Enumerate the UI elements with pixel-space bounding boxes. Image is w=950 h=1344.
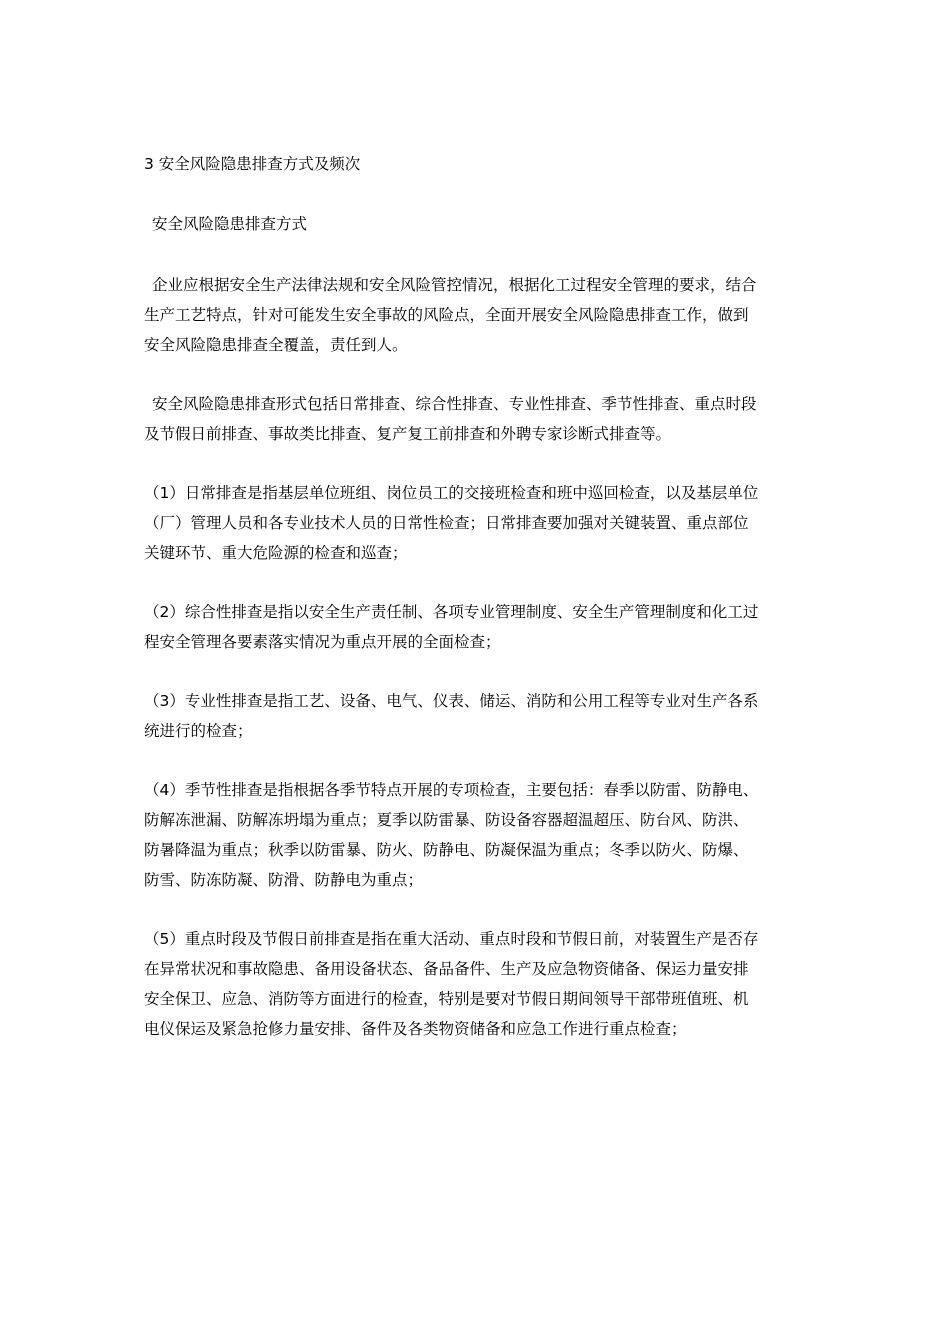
paragraph-item-1 [144,478,812,568]
paragraph-line: 安全保卫、应急、消防等方面进行的检查，特别是要对节假日期间领导干部带班值班、机 [144,990,749,1008]
paragraph-line: 统进行的检查； [144,722,253,740]
paragraph-line: （2）综合性排查是指以安全生产责任制、各项专业管理制度、安全生产管理制度和化工过 [144,603,759,621]
paragraph-line: 企业应根据安全生产法律法规和安全风险管控情况，根据化工过程安全管理的要求，结合 [152,276,757,294]
paragraph-line: （4）季节性排查是指根据各季节特点开展的专项检查，主要包括：春季以防雷、防静电、 [144,781,759,799]
paragraph-item-4 [144,775,812,895]
subsection-heading: 安全风险隐患排查方式 [152,215,308,233]
paragraph-line: 生产工艺特点，针对可能发生安全事故的风险点，全面开展安全风险隐患排查工作，做到 [144,306,749,324]
paragraph-line: 安全风险隐患排查形式包括日常排查、综合性排查、专业性排查、季节性排查、重点时段 [152,395,757,413]
paragraph-item-2 [144,597,812,657]
paragraph-line: 防雪、防冻防凝、防滑、防静电为重点； [144,871,424,889]
paragraph-line: 关键环节、重大危险源的检查和巡查； [144,544,408,562]
paragraph-line: （5）重点时段及节假日前排查是指在重大活动、重点时段和节假日前，对装置生产是否存 [144,930,759,948]
paragraph-line: 在异常状况和事故隐患、备用设备状态、备品备件、生产及应急物资储备、保运力量安排 [144,960,749,978]
paragraph-line: （厂）管理人员和各专业技术人员的日常性检查；日常排查要加强对关键装置、重点部位 [144,514,749,532]
paragraph-line: 防暑降温为重点；秋季以防雷暴、防火、防静电、防凝保温为重点；冬季以防火、防爆、 [144,841,749,859]
paragraph-line: 防解冻泄漏、防解冻坍塌为重点；夏季以防雷暴、防设备容器超温超压、防台风、防洪、 [144,811,749,829]
paragraph-line: 电仪保运及紧急抢修力量安排、备件及各类物资储备和应急工作进行重点检查； [144,1020,687,1038]
paragraph-line: （1）日常排查是指基层单位班组、岗位员工的交接班检查和班中巡回检查，以及基层单位 [144,484,759,502]
paragraph-line: （3）专业性排查是指工艺、设备、电气、仪表、储运、消防和公用工程等专业对生产各系 [144,692,759,710]
paragraph-item-5 [144,924,812,1044]
paragraph-item-3 [144,686,812,746]
paragraph-line: 程安全管理各要素落实情况为重点开展的全面检查； [144,633,501,651]
paragraph-line: 安全风险隐患排查全覆盖，责任到人。 [144,336,408,354]
paragraph-intro [144,270,812,360]
paragraph-forms [144,389,812,449]
paragraph-line: 及节假日前排查、事故类比排查、复产复工前排查和外聘专家诊断式排查等。 [144,425,672,443]
section-heading: 3 安全风险隐患排查方式及频次 [144,155,361,173]
document-body [144,150,812,1073]
